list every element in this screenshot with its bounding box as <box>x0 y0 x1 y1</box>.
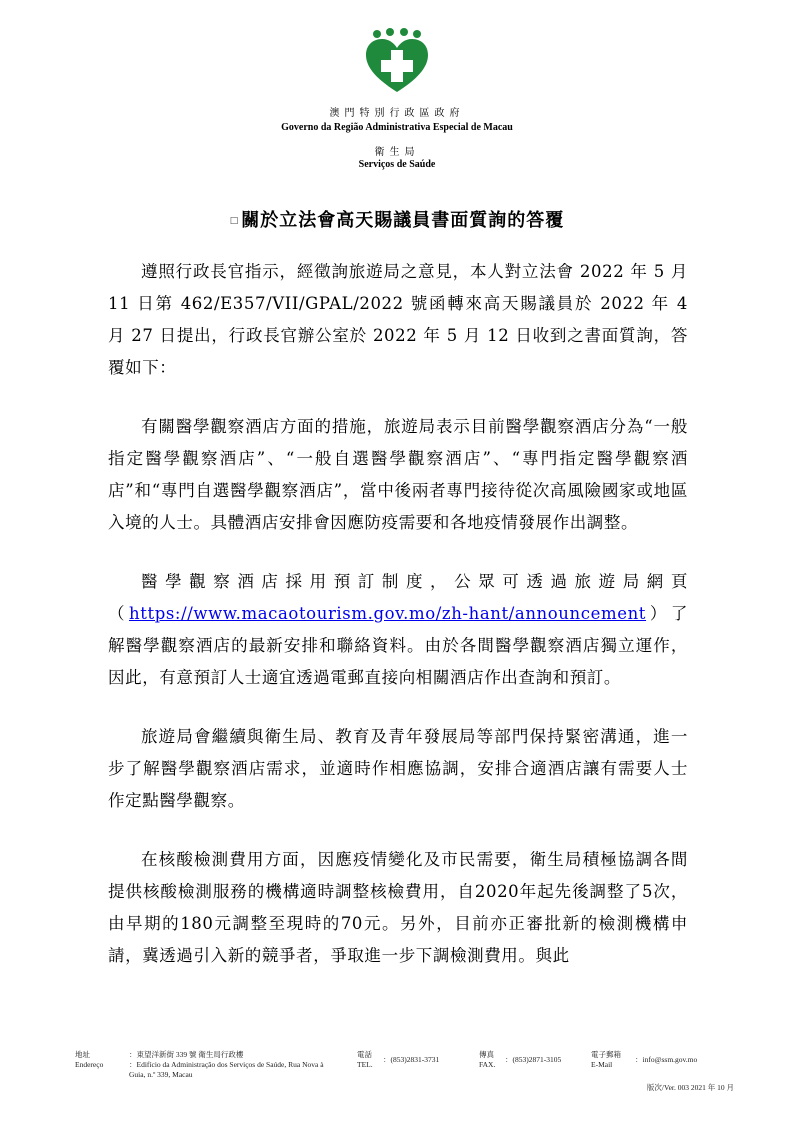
paragraph: 旅遊局會繼續與衛生局、教育及青年發展局等部門保持緊密溝通，進一步了解醫學觀察酒店需求，並適時作相應協調，安排合適酒店讓有需要人士作定點醫學觀察。 <box>108 727 688 810</box>
paragraph: 有關醫學觀察酒店方面的措施，旅遊局表示目前醫學觀察酒店分為“一般指定醫學觀察酒店”、“一般自選醫學觀察酒店”、“專門指定醫學觀察酒店”和“專門自選醫學觀察酒店”，當中後兩者專門接待從次高風險國家或地區入境的人士。具體酒店安排會因應防疫需要和各地疫情發展作出調整。 <box>108 417 688 532</box>
tourism-announcement-link[interactable]: https://www.macaotourism.gov.mo/zh-hant/announcement <box>129 604 647 623</box>
fax-number: ：(853)2871-3105 <box>505 1055 562 1064</box>
paragraph-text: ）了解醫學觀察酒店的最新安排和聯絡資料。由於各間醫學觀察酒店獨立運作，因此，有意預訂人士適宜透過電郵直接向相關酒店作出查詢和預訂。 <box>108 604 689 687</box>
email-label-en: E-Mail <box>591 1060 613 1069</box>
address-label-zh: 地址 <box>75 1050 90 1059</box>
health-bureau-logo <box>362 28 432 94</box>
address-label-pt: Endereço <box>75 1060 104 1069</box>
paragraph: 在核酸檢測費用方面，因應疫情變化及市民需要，衛生局積極協調各間提供核酸檢測服務的機構適時調整核檢費用，自2020年起先後調整了5次，由早期的180元調整至現時的70元。另外，目前亦正審批新的檢測機構申請，冀透過引入新的競爭者，爭取進一步下調檢測費用。與此 <box>108 850 688 965</box>
paragraph <box>108 566 688 694</box>
paragraph-text: 醫學觀察酒店採用預訂制度，公眾可透過旅遊局網頁（ <box>108 572 688 623</box>
tel-number: ：(853)2831-3731 <box>383 1055 440 1064</box>
government-name-zh: 澳門特別行政區政府 <box>329 108 465 119</box>
tel-label-zh: 電話 <box>357 1050 372 1059</box>
document-title <box>0 206 794 232</box>
title-text: 關於立法會高天賜議員書面質詢的答覆 <box>241 210 565 231</box>
email-address: ：info@ssm.gov.mo <box>635 1055 698 1064</box>
title-mark: □ <box>229 216 240 226</box>
fax-label-zh: 傳真 <box>479 1050 494 1059</box>
version-label: 版次/Ver. 003 2021 年 10 月 <box>646 1083 734 1092</box>
fax-label-en: FAX. <box>479 1060 496 1069</box>
email-label-zh: 電子郵箱 <box>591 1050 621 1059</box>
address-zh: ：東望洋新街 339 號 衛生局行政樓 <box>129 1050 244 1059</box>
paragraph: 遵照行政長官指示，經徵詢旅遊局之意見，本人對立法會 2022 年 5 月 11 日第 462/E357/VII/GPAL/2022 號函轉來高天賜議員於 2022 年 4 月 27 日提出，行政長官辦公室於 2022 年 5 月 12 日收到之書面質詢，答覆如下： <box>108 262 688 377</box>
department-name-pt: Serviços de Saúde <box>358 159 436 170</box>
document-body <box>108 256 688 999</box>
address-pt: ：Edifício da Administração dos Serviços de Saúde, Rua Nova à Guia, n.º 339, Macau <box>129 1060 324 1079</box>
department-name-zh: 衛生局 <box>374 147 420 158</box>
tel-label-en: TEL. <box>357 1060 373 1069</box>
government-name-pt: Governo da Região Administrativa Especial de Macau <box>281 122 513 133</box>
